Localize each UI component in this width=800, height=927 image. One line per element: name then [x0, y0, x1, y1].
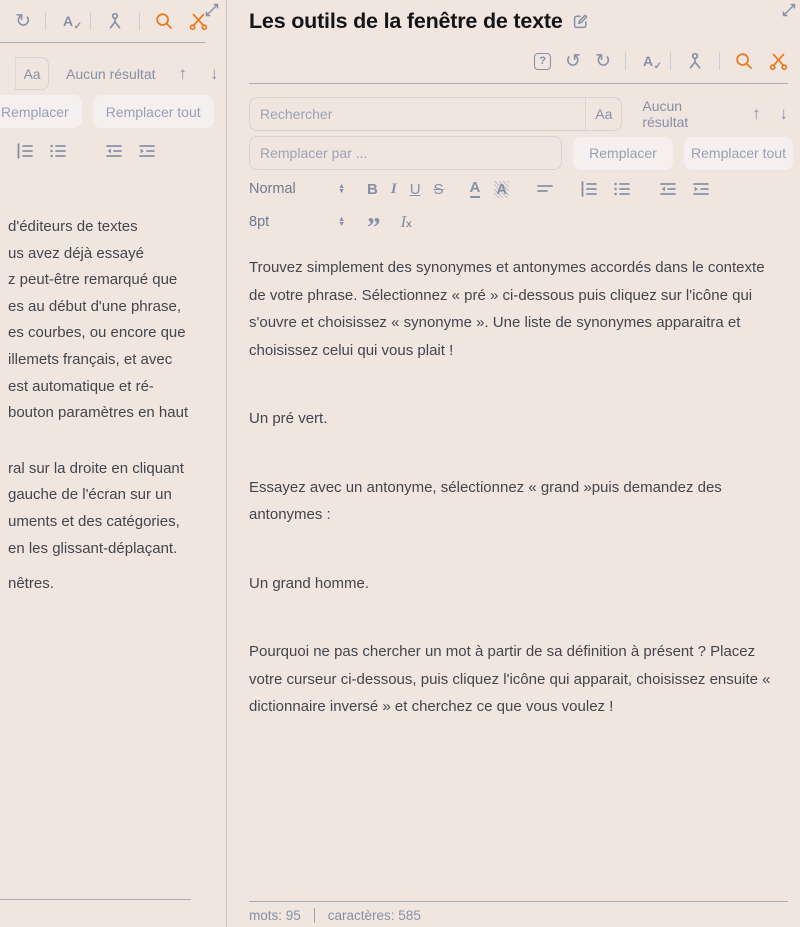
- collapse-pane-glyph: [782, 3, 796, 17]
- search-icon[interactable]: [154, 11, 174, 31]
- text-line: us avez déjà essayé: [8, 244, 144, 262]
- left-format-icons-row: [15, 141, 157, 161]
- right-toolbar: [534, 51, 788, 71]
- replace-row: [249, 136, 793, 170]
- undo-icon[interactable]: [0, 12, 1, 31]
- paragraph-style-value: Normal: [249, 181, 296, 197]
- scissors-tools-icon[interactable]: [188, 11, 208, 31]
- word-count: mots: 95: [249, 908, 301, 923]
- ordered-list-icon[interactable]: [15, 141, 35, 161]
- match-case-toggle[interactable]: Aa: [585, 98, 621, 130]
- page-title-text: Les outils de la fenêtre de texte: [249, 9, 563, 33]
- word-count-footer: [249, 901, 788, 923]
- spellcheck-icon[interactable]: [640, 52, 662, 72]
- text-line: illemets français, et avec: [8, 350, 173, 368]
- italic-icon[interactable]: I: [390, 180, 397, 197]
- outdent-glyph: [104, 141, 124, 161]
- highlight-color-icon[interactable]: A: [496, 180, 508, 198]
- text-line: ral sur la droite en cliquant: [8, 459, 184, 477]
- text-line: es au début d'une phrase,: [8, 297, 181, 315]
- next-result-icon[interactable]: ↓: [779, 104, 788, 123]
- bullet-list-glyph: [48, 141, 68, 161]
- strikethrough-icon[interactable]: S: [433, 180, 444, 198]
- toolbar-bottom-divider: [0, 42, 205, 43]
- person-icon[interactable]: [105, 11, 125, 31]
- search-input[interactable]: [250, 106, 585, 122]
- match-case-label: Aa: [23, 65, 41, 82]
- search-result-status: Aucun résultat: [66, 65, 156, 82]
- match-case-toggle[interactable]: [15, 57, 49, 90]
- editor-paragraph: Pourquoi ne pas chercher un mot à partir de sa définition à présent ? Placez votre curseur ci-dessous, puis cliquez l'icône qui apparait, choisissez ensuite « dictionnaire inversé » et cherchez ce que vous voulez !: [249, 643, 771, 715]
- toolbar-divider: [45, 12, 46, 30]
- clear-formatting-icon[interactable]: [401, 212, 412, 232]
- left-toolbar: [0, 11, 208, 31]
- redo-icon[interactable]: ↻: [595, 50, 611, 72]
- text-line: bouton paramètres en haut: [8, 404, 189, 422]
- scissors-tools-glyph: [188, 11, 208, 31]
- replace-button[interactable]: Remplacer: [573, 137, 673, 170]
- editor-paragraph: Essayez avec un antonyme, sélectionnez « grand »puis demandez des antonymes :: [249, 478, 722, 523]
- replace-all-button[interactable]: Remplacer tout: [684, 137, 793, 170]
- text-line: uments et des catégories,: [8, 512, 180, 530]
- paragraph-style-select[interactable]: [249, 181, 345, 197]
- help-icon[interactable]: ?: [534, 53, 551, 70]
- spellcheck-check: ✓: [653, 61, 662, 72]
- undo-icon[interactable]: ↺: [565, 50, 582, 72]
- clear-formatting-sub: x: [406, 219, 412, 230]
- text-style-group: [367, 182, 444, 197]
- editor-paragraph: Trouvez simplement des synonymes et antonymes accordés dans le contexte de votre phrase. Sélectionnez « pré » ci-dessous puis cliquez sur l'icône qui s'ouvre et choisissez « synonyme ». Une liste de synonymes apparaitra et choisissez celui qui vous plait !: [249, 259, 765, 359]
- toolbar-divider: [670, 52, 671, 70]
- edit-title-icon[interactable]: [572, 13, 589, 30]
- left-editor-text[interactable]: [8, 218, 188, 602]
- replace-input[interactable]: [250, 145, 561, 161]
- search-icon[interactable]: [734, 51, 754, 71]
- search-result-status: Aucun résultat: [642, 98, 689, 130]
- bullet-list-icon[interactable]: [48, 141, 68, 161]
- scissors-tools-glyph: [768, 51, 788, 71]
- indent-icon[interactable]: [691, 179, 711, 199]
- text-line: d'éditeurs de textes: [8, 218, 138, 235]
- spellcheck-letter: A: [642, 53, 654, 69]
- person-icon[interactable]: [685, 51, 705, 71]
- select-chevrons-icon: ▲ ▼: [338, 182, 345, 195]
- previous-result-icon[interactable]: ↑: [752, 104, 761, 123]
- redo-icon[interactable]: ↻: [15, 10, 31, 32]
- left-editor-pane: [0, 0, 227, 927]
- page-title: [249, 9, 589, 34]
- format-toolbar-row-2: [249, 212, 412, 242]
- text-line: gauche de l'écran sur un: [8, 486, 172, 504]
- text-color-icon[interactable]: A: [469, 179, 481, 196]
- blockquote-icon[interactable]: ”: [367, 212, 381, 242]
- toolbar-divider: [90, 12, 91, 30]
- bold-icon[interactable]: B: [367, 180, 378, 198]
- search-row: [249, 97, 788, 131]
- indent-glyph: [691, 179, 711, 199]
- ordered-list-glyph: [579, 179, 599, 199]
- text-line: es courbes, ou encore que: [8, 324, 186, 342]
- person-glyph: [685, 51, 705, 71]
- left-footer-divider: [0, 899, 191, 900]
- spellcheck-letter: A: [62, 13, 74, 29]
- editor-text-area[interactable]: [249, 254, 785, 762]
- previous-result-icon[interactable]: ↑: [178, 63, 187, 83]
- character-count: caractères: 585: [327, 908, 421, 923]
- bullet-list-glyph: [612, 179, 632, 199]
- edit-title-glyph: [572, 13, 589, 30]
- editor-paragraph: Un pré vert.: [249, 410, 328, 427]
- search-glyph: [154, 11, 174, 31]
- text-line: en les glissant-déplaçant.: [8, 539, 178, 557]
- replace-field-wrap: [249, 136, 562, 170]
- toolbar-divider: [139, 12, 140, 30]
- select-chevrons-icon: ▲ ▼: [338, 215, 345, 228]
- font-size-select[interactable]: [249, 214, 345, 230]
- ordered-list-glyph: [15, 141, 35, 161]
- bullet-list-icon[interactable]: [612, 179, 632, 199]
- outdent-icon[interactable]: [658, 179, 678, 199]
- font-size-value: 8pt: [249, 214, 270, 230]
- outdent-icon[interactable]: [104, 141, 124, 161]
- color-group: [470, 180, 510, 198]
- search-field-wrap: [249, 97, 622, 131]
- collapse-pane-icon[interactable]: [782, 3, 796, 17]
- toolbar-divider: [625, 52, 626, 70]
- right-editor-pane: [227, 0, 800, 927]
- text-line: est automatique et ré-: [8, 377, 154, 395]
- underline-icon[interactable]: U: [409, 180, 421, 198]
- replace-all-button[interactable]: Remplacer tout: [93, 95, 214, 128]
- left-replace-buttons: [0, 95, 214, 128]
- list-group: [579, 179, 632, 199]
- left-search-row: [15, 57, 219, 90]
- footer-divider: [314, 908, 315, 923]
- editor-paragraph: Un grand homme.: [249, 574, 370, 592]
- align-glyph: [535, 179, 555, 199]
- ordered-list-icon[interactable]: [579, 179, 599, 199]
- indent-icon[interactable]: [137, 141, 157, 161]
- outdent-glyph: [658, 179, 678, 199]
- next-result-icon[interactable]: ↓: [210, 63, 219, 83]
- clear-formatting-letter: I: [400, 212, 407, 231]
- indent-group: [658, 179, 711, 199]
- search-glyph: [734, 51, 754, 71]
- person-glyph: [105, 11, 125, 31]
- spellcheck-icon[interactable]: [60, 12, 82, 32]
- indent-glyph: [137, 141, 157, 161]
- toolbar-divider: [719, 52, 720, 70]
- text-line: nêtres.: [8, 575, 54, 593]
- format-toolbar-row-1: [249, 179, 711, 199]
- spellcheck-check: ✓: [73, 21, 82, 32]
- text-line: z peut-être remarqué que: [8, 271, 178, 289]
- toolbar-bottom-divider: [249, 83, 788, 84]
- align-icon[interactable]: [535, 179, 555, 199]
- replace-button[interactable]: Remplacer: [0, 95, 82, 128]
- scissors-tools-icon[interactable]: [768, 51, 788, 71]
